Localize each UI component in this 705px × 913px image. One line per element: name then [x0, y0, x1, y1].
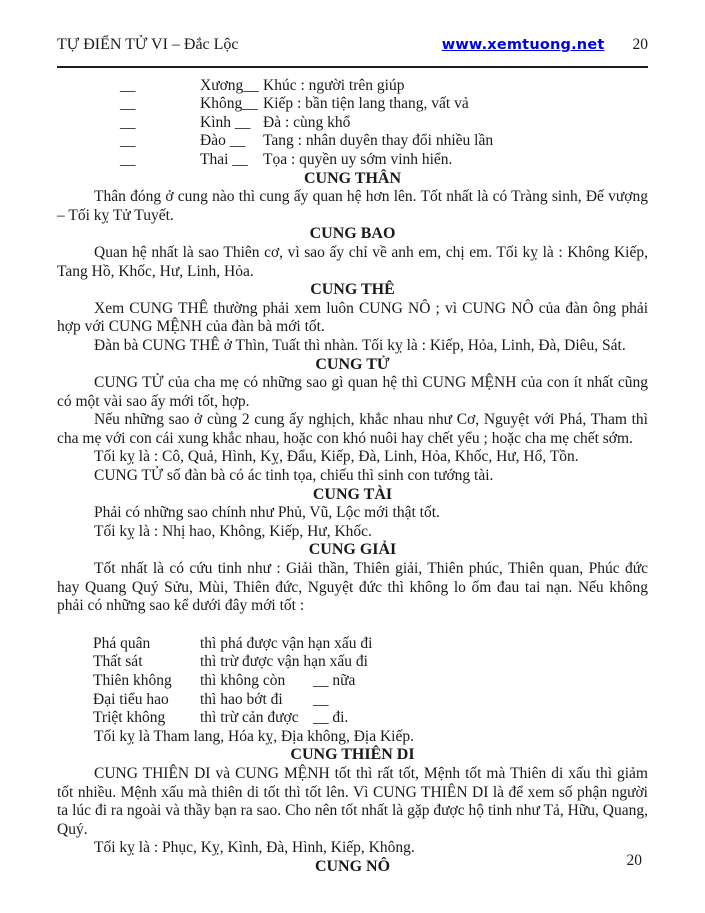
remedy-row [93, 635, 648, 654]
remedy-star-list [93, 635, 648, 728]
paragraph: CUNG TỬ số đàn bà có ác tinh tọa, chiếu thì sinh con tướng tài. [94, 467, 494, 485]
section-heading-cung-tu: CUNG TỬ [315, 355, 390, 373]
paragraph: Tối kỵ là : Nhị hao, Không, Kiếp, Hư, Khốc. [94, 522, 372, 540]
star-pair-list [120, 77, 648, 170]
star-pair: Đào __ [200, 132, 246, 150]
blank-slot: __ [120, 113, 136, 131]
remedy-effect: thì phá được vận hạn xấu đi [200, 634, 373, 652]
pair-meaning: Kiếp : bần tiện lang thang, vất vả [263, 95, 469, 113]
remedy-effect: thì hao bớt đi [200, 690, 283, 708]
section-heading-cung-bao: CUNG BAO [309, 225, 396, 243]
section-heading-cung-the: CUNG THÊ [310, 281, 395, 299]
section-heading-cung-tai: CUNG TÀI [312, 485, 393, 503]
remedy-note: __ đi. [313, 709, 349, 727]
remedy-effect: thì trừ được vận hạn xấu đi [200, 653, 368, 671]
section-heading-cung-thien-di: CUNG THIÊN DI [290, 746, 415, 764]
star-pair: Kình __ [200, 113, 251, 131]
paragraph: Tối kỵ là : Phục, Kỵ, Kình, Đà, Hình, Kiếp, Không. [94, 839, 415, 857]
section-heading-cung-no: CUNG NÔ [314, 857, 391, 875]
paragraph: Tối kỵ là : Cô, Quả, Hình, Kỵ, Đẩu, Kiếp, Đà, Linh, Hỏa, Khốc, Hư, Hổ, Tồn. [94, 448, 579, 466]
paragraph: CUNG TỬ của cha mẹ có những sao gì quan hệ thì CUNG MỆNH của con ít nhất cũng có một vài sao ấy mới tốt, hợp. [57, 374, 648, 410]
remedy-effect: thì trừ cản được [200, 709, 299, 727]
header-page-number: 20 [632, 36, 648, 53]
remedy-note [313, 653, 648, 672]
remedy-star: Thất sát [93, 653, 143, 671]
remedy-note: __ nữa [313, 672, 356, 689]
blank-slot: __ [120, 76, 136, 94]
remedy-note: __ [313, 690, 329, 708]
section-heading-cung-giai: CUNG GIẢI [308, 541, 397, 559]
pair-meaning: Khúc : người trên giúp [263, 76, 405, 94]
paragraph: CUNG THIÊN DI và CUNG MỆNH tốt thì rất tốt, Mệnh tốt mà Thiên di xấu thì giảm tốt nhiều. Mệnh xấu mà thiên di tốt thì tốt lên. Vì CUNG THIÊN DI là để xem số phận người ta lúc đi ra ngoài và thầy bạn ra sao. Cho nên tốt nhất là gặp được hộ tinh như Tả, Hữu, Quang, Quý. [57, 764, 648, 838]
star-pair-row [120, 151, 648, 170]
star-pair: Không__ [200, 95, 258, 113]
remedy-star: Phá quân [93, 634, 151, 652]
star-pair: Thai __ [200, 150, 248, 168]
header-divider [57, 66, 648, 68]
paragraph: Xem CUNG THÊ thường phải xem luôn CUNG NÔ ; vì CUNG NÔ của đàn ông phải hợp với CUNG MỆNH của đàn bà mới tốt. [57, 299, 648, 336]
pair-meaning: Đà : cùng khổ [263, 113, 351, 131]
star-pair-row [120, 114, 648, 133]
document-title: TỰ ĐIỂN TỬ VI – Đắc Lộc [57, 36, 239, 53]
header-right [442, 36, 648, 55]
paragraph: Tốt nhất là có cứu tinh như : Giải thần, Thiên giải, Thiên phúc, Thiên quan, Phúc đức hay Quang Quý Sửu, Mùi, Thiên đức, Nguyệt đức thì không lo ốm đau tai nạn. Nếu không phải có những sao kể dưới đây mới tốt : [57, 560, 648, 615]
paragraph: Nếu những sao ở cùng 2 cung ấy nghịch, khắc nhau như Cơ, Nguyệt với Phá, Tham thì cha mẹ với con cái xung khắc nhau, hoặc con khó nuôi hay chết yểu ; hoặc cha mẹ chết sớm. [57, 411, 648, 447]
paragraph: Quan hệ nhất là sao Thiên cơ, vì sao ấy chỉ về anh em, chị em. Tối kỵ là : Không Kiếp, Tang Hồ, Khốc, Hư, Linh, Hỏa. [57, 243, 648, 280]
paragraph: Thân đóng ở cung nào thì cung ấy quan hệ hơn lên. Tốt nhất là có Tràng sinh, Đế vượng – Tối kỵ Tử Tuyết. [57, 188, 648, 224]
pair-meaning: Tang : nhân duyên thay đổi nhiều lần [263, 132, 494, 150]
footer-page-number: 20 [626, 852, 642, 869]
remedy-row [93, 653, 648, 672]
remedy-row [93, 672, 648, 691]
remedy-star: Triệt không [93, 709, 166, 727]
remedy-row [93, 709, 648, 728]
remedy-footnote: Tối kỵ là Tham lang, Hóa kỵ, Địa không, Địa Kiếp. [94, 727, 414, 745]
star-pair-row [120, 95, 648, 114]
blank-slot: __ [120, 95, 136, 113]
remedy-star: Thiên không [93, 672, 172, 689]
blank-slot: __ [120, 150, 136, 168]
remedy-star: Đại tiểu hao [93, 690, 169, 708]
blank-slot: __ [120, 132, 136, 150]
remedy-row [93, 691, 648, 710]
remedy-effect: thì không còn [200, 672, 286, 689]
website-link[interactable]: www.xemtuong.net [441, 37, 605, 53]
page-header [57, 36, 648, 55]
pair-meaning: Tọa : quyền uy sớm vinh hiển. [263, 150, 453, 168]
star-pair-row [120, 132, 648, 151]
star-pair-row [120, 77, 648, 96]
paragraph: Đàn bà CUNG THÊ ở Thìn, Tuất thì nhàn. Tối kỵ là : Kiếp, Hỏa, Linh, Đà, Diêu, Sát. [94, 336, 626, 354]
remedy-note [313, 635, 648, 654]
star-pair: Xương__ [200, 76, 259, 94]
section-heading-cung-than: CUNG THÂN [303, 169, 402, 187]
paragraph: Phải có những sao chính như Phủ, Vũ, Lộc mới thật tốt. [94, 504, 440, 522]
